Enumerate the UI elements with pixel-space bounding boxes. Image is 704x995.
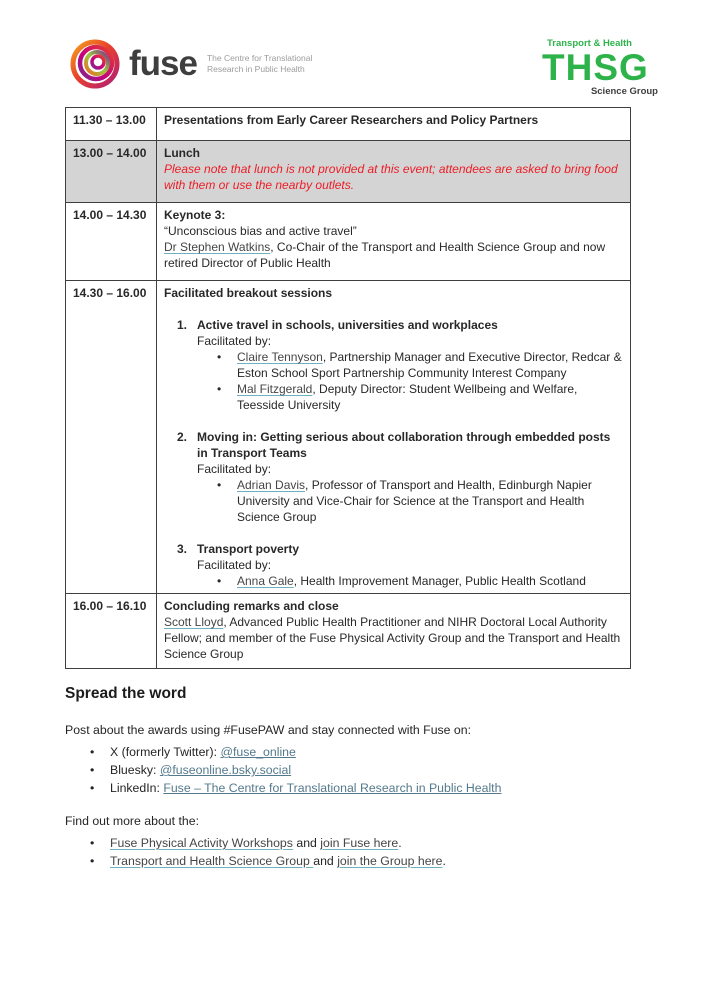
time-cell: 14.00 – 14.30 [66, 203, 157, 281]
time-cell: 16.00 – 16.10 [66, 594, 157, 669]
suffix-text: . [398, 836, 402, 850]
twitter-handle-link[interactable]: @fuse_online [220, 745, 296, 759]
facilitator-description: , Health Improvement Manager, Public Health Scotland [293, 574, 586, 588]
social-item-bluesky [110, 761, 631, 779]
desc-cell [157, 108, 631, 141]
facilitator-bullet [217, 381, 623, 413]
social-item-linkedin [110, 779, 631, 797]
facilitator-description: , Partnership Manager and Executive Director, Redcar & Eston School Sport Partnership Community Interest Company [237, 350, 622, 380]
item-number: 2. [177, 430, 188, 444]
speaker-link-stephen-watkins[interactable]: Dr Stephen Watkins [164, 240, 271, 254]
numbered-item [177, 317, 623, 413]
item-body [197, 317, 623, 413]
facilitator-link-mal-fitzgerald[interactable]: Mal Fitzgerald [237, 382, 313, 396]
bullet-glyph: • [90, 836, 95, 850]
bullet-glyph: • [90, 781, 95, 795]
time-cell: 11.30 – 13.00 [66, 108, 157, 141]
facilitator-link-anna-gale[interactable]: Anna Gale [237, 574, 294, 588]
bullet-glyph: • [90, 854, 95, 868]
breakout-title: Active travel in schools, universities and workplaces [197, 318, 498, 332]
bullet-glyph: • [90, 763, 95, 777]
speaker-description: , Co-Chair of the Transport and Health Science Group and now retired Director of Public Health [164, 240, 606, 270]
keynote-subtitle: “Unconscious bias and active travel” [164, 224, 357, 238]
social-links-list [90, 743, 631, 797]
list-item [90, 779, 631, 797]
list-item [90, 761, 631, 779]
join-fuse-link[interactable]: join Fuse here [320, 836, 399, 850]
joiner-text: and [292, 836, 321, 850]
bullet-glyph: • [217, 382, 222, 396]
breakout-session-1 [164, 317, 623, 413]
facilitator-bullet [217, 477, 623, 525]
facilitator-text [237, 349, 623, 381]
fuse-swirl-icon [70, 38, 122, 90]
time-cell: 14.30 – 16.00 [66, 281, 157, 594]
item-body [197, 541, 623, 589]
session-title: Facilitated breakout sessions [164, 286, 333, 300]
social-label: X (formerly Twitter): [110, 745, 221, 759]
session-title: Presentations from Early Career Researchers and Policy Partners [164, 113, 539, 127]
session-title: Lunch [164, 146, 200, 160]
list-item [90, 834, 631, 852]
agenda-row-breakouts [66, 281, 631, 594]
agenda-row-lunch [66, 141, 631, 203]
list-item [90, 852, 631, 870]
list-item [90, 743, 631, 761]
fuse-tagline-line2: Research in Public Health [206, 64, 305, 74]
breakout-title: Moving in: Getting serious about collaboration through embedded posts in Transport Teams [197, 430, 611, 460]
bullet-glyph: • [217, 350, 222, 364]
bullet-glyph: • [217, 478, 222, 492]
time-cell: 13.00 – 14.00 [66, 141, 157, 203]
facilitator-text [237, 477, 623, 525]
fuse-tagline-line1: The Centre for Translational [206, 52, 313, 63]
item-body [197, 429, 623, 525]
agenda-table [65, 107, 631, 669]
fuse-wordmark: fuse [129, 44, 197, 83]
facilitator-text [237, 573, 623, 589]
fuse-logo [70, 38, 312, 90]
spread-the-word-heading: Spread the word [65, 685, 187, 702]
fuse-tagline [207, 53, 312, 75]
numbered-item [177, 541, 623, 589]
speaker-link-scott-lloyd[interactable]: Scott Lloyd [164, 615, 224, 629]
facilitator-description: , Deputy Director: Student Wellbeing and Welfare, Teesside University [237, 382, 578, 412]
agenda-row-closing [66, 594, 631, 669]
facilitated-by-label: Facilitated by: [197, 334, 272, 348]
facilitator-link-adrian-davis[interactable]: Adrian Davis [237, 478, 306, 492]
find-out-more-list [90, 834, 631, 870]
item-number: 3. [177, 542, 188, 556]
desc-cell [157, 594, 631, 669]
agenda-row-presentations [66, 108, 631, 141]
breakout-session-2 [164, 429, 623, 525]
speaker-description: , Advanced Public Health Practitioner and NIHR Doctoral Local Authority Fellow; and member of the Fuse Physical Activity Group and the Transport and Health Science Group [164, 615, 621, 661]
spread-intro-text: Post about the awards using #FusePAW and stay connected with Fuse on: [65, 723, 472, 737]
thsg-logo [542, 38, 660, 97]
facilitated-by-label: Facilitated by: [197, 558, 272, 572]
spread-the-word-section [65, 685, 631, 870]
keynote-speaker-line [164, 239, 623, 271]
desc-cell [157, 281, 631, 594]
desc-cell [157, 203, 631, 281]
facilitator-text [237, 381, 623, 413]
session-title: Keynote 3: [164, 208, 226, 222]
suffix-text: . [442, 854, 446, 868]
thsg-logo-top-text: Transport & Health [547, 38, 632, 49]
join-the-group-link[interactable]: join the Group here [337, 854, 443, 868]
facilitator-link-claire-tennyson[interactable]: Claire Tennyson [237, 350, 323, 364]
thsg-logo-bottom-text: Science Group [590, 86, 658, 97]
social-label: Bluesky: [110, 763, 160, 777]
session-title: Concluding remarks and close [164, 599, 339, 613]
bullet-glyph: • [217, 574, 222, 588]
item-number: 1. [177, 318, 188, 332]
bluesky-handle-link[interactable]: @fuseonline.bsky.social [159, 763, 292, 777]
thsg-logo-wordmark: THSG [542, 47, 649, 88]
closing-speaker-line [164, 614, 623, 662]
facilitator-description: , Professor of Transport and Health, Edinburgh Napier University and Vice-Chair for Science at the Transport and Health Science Group [237, 478, 592, 524]
social-item-twitter [110, 743, 631, 761]
desc-cell [157, 141, 631, 203]
joiner-text: and [313, 854, 338, 868]
find-out-item-fuse [110, 834, 631, 852]
linkedin-page-link[interactable]: Fuse – The Centre for Translational Research in Public Health [163, 781, 502, 795]
agenda-row-keynote3 [66, 203, 631, 281]
facilitated-by-label: Facilitated by: [197, 462, 272, 476]
social-label: LinkedIn: [110, 781, 164, 795]
facilitator-bullet [217, 573, 623, 589]
fuse-physical-activity-workshops-link[interactable]: Fuse Physical Activity Workshops [110, 836, 293, 850]
find-out-more-intro: Find out more about the: [65, 814, 199, 828]
facilitator-bullet [217, 349, 623, 381]
lunch-note: Please note that lunch is not provided at this event; attendees are asked to bring food with them or use the nearby outlets. [164, 162, 618, 192]
breakout-session-3 [164, 541, 623, 589]
find-out-item-thsg [110, 852, 631, 870]
bullet-glyph: • [90, 745, 95, 759]
numbered-item [177, 429, 623, 525]
breakout-title: Transport poverty [197, 542, 300, 556]
transport-health-science-group-link[interactable]: Transport and Health Science Group [110, 854, 314, 868]
